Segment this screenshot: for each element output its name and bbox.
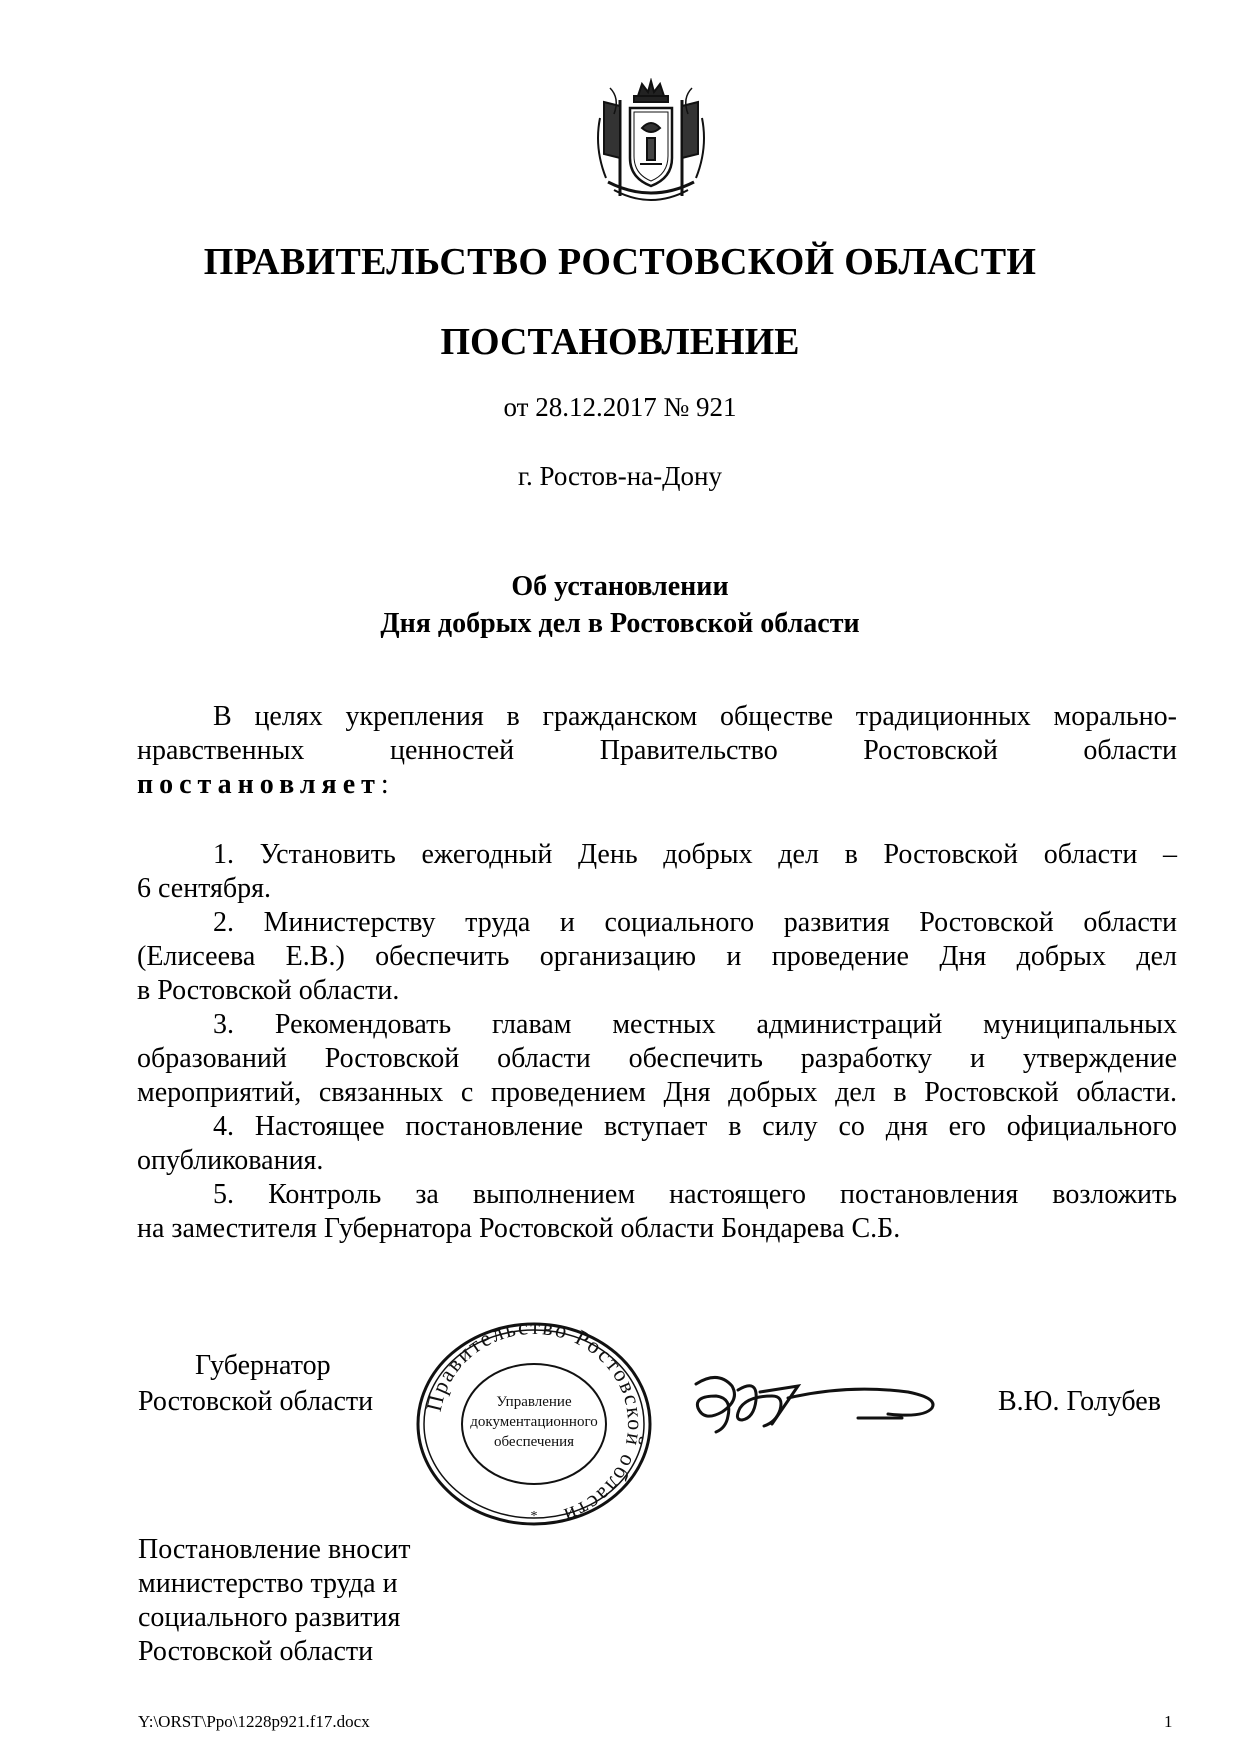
date-number-line: от 28.12.2017 № 921 xyxy=(503,392,737,422)
page-number: 1 xyxy=(1164,1712,1173,1731)
seal-outer-text: Правительство Ростовской области xyxy=(420,1318,649,1530)
document-type-heading: ПОСТАНОВЛЕНИЕ xyxy=(440,321,800,363)
item-2-line2: (Елисеева Е.В.) обеспечить организацию и проведение Дня добрых дел xyxy=(137,941,1177,972)
preamble-line1: В целях укрепления в гражданском обществе традиционных морально- xyxy=(213,701,1177,732)
official-seal-icon xyxy=(410,1318,658,1530)
seal-inner-line2: документационного xyxy=(470,1414,598,1430)
decree-colon: : xyxy=(380,769,389,800)
preamble-line2: нравственных ценностей Правительство Ростовской области xyxy=(137,735,1177,766)
seal-inner-line1: Управление xyxy=(496,1394,572,1410)
item-3-line2: образований Ростовской области обеспечить разработку и утверждение xyxy=(137,1043,1177,1074)
item-1-line1: 1. Установить ежегодный День добрых дел в Ростовской области – xyxy=(213,839,1177,870)
decree-word: постановляет xyxy=(137,769,381,800)
file-path-footer: Y:\ORST\Ppo\1228p921.f17.docx xyxy=(138,1712,370,1731)
document-title-line2: Дня добрых дел в Ростовской области xyxy=(380,608,860,639)
signer-name: В.Ю. Голубев xyxy=(998,1386,1161,1417)
coat-of-arms-icon xyxy=(590,78,712,212)
item-1-line2: 6 сентября. xyxy=(137,873,272,904)
submitter-line3: социального развития xyxy=(138,1602,401,1633)
document-title-line1: Об установлении xyxy=(511,571,729,602)
signer-position-line2: Ростовской области xyxy=(138,1386,374,1417)
item-2-line3: в Ростовской области. xyxy=(137,975,400,1006)
item-4-line1: 4. Настоящее постановление вступает в силу со дня его официального xyxy=(213,1111,1177,1142)
signer-position-line1: Губернатор xyxy=(195,1350,331,1381)
seal-inner-line3: обеспечения xyxy=(493,1434,575,1450)
item-2-line1: 2. Министерству труда и социального развития Ростовской области xyxy=(213,907,1177,938)
handwritten-signature-icon xyxy=(688,1366,958,1436)
item-4-line2: опубликования. xyxy=(137,1145,324,1176)
submitter-line4: Ростовской области xyxy=(138,1636,374,1667)
item-3-line3: мероприятий, связанных с проведением Дня добрых дел в Ростовской области. xyxy=(137,1077,1177,1108)
seal-star: * xyxy=(530,1509,538,1524)
submitter-line2: министерство труда и xyxy=(138,1568,398,1599)
place-line: г. Ростов-на-Дону xyxy=(517,461,722,491)
item-5-line1: 5. Контроль за выполнением настоящего постановления возложить xyxy=(213,1179,1177,1210)
item-5-line2: на заместителя Губернатора Ростовской области Бондарева С.Б. xyxy=(137,1213,901,1244)
submitter-line1: Постановление вносит xyxy=(138,1534,411,1565)
item-3-line1: 3. Рекомендовать главам местных администраций муниципальных xyxy=(213,1009,1177,1040)
government-name-heading: ПРАВИТЕЛЬСТВО РОСТОВСКОЙ ОБЛАСТИ xyxy=(203,241,1037,283)
preamble-line3 xyxy=(137,768,1177,802)
